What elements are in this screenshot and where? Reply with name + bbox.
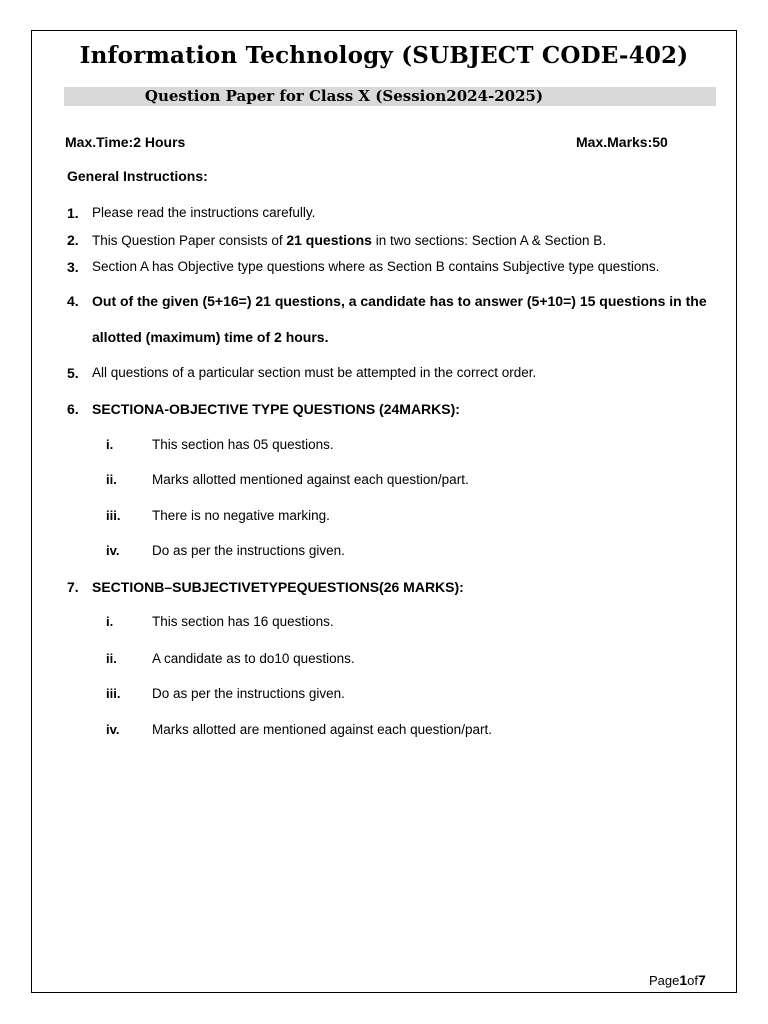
instruction-number: 2. — [67, 232, 79, 248]
of-label: of — [687, 973, 699, 988]
page-current: 1 — [679, 972, 688, 988]
point-numeral: iv. — [106, 722, 120, 737]
instruction-text-bold: 21 questions — [286, 232, 372, 248]
instruction-text: Out of the given (5+16=) 21 questions, a candidate has to answer (5+10=) 15 questions in the — [92, 293, 707, 309]
general-instructions-heading: General Instructions: — [67, 168, 208, 184]
point-text: This section has 16 questions. — [152, 614, 334, 629]
instruction-number: 1. — [67, 205, 79, 221]
point-text: Do as per the instructions given. — [152, 543, 345, 558]
point-numeral: i. — [106, 614, 114, 629]
point-text: A candidate as to do10 questions. — [152, 651, 355, 666]
instruction-text: SECTIONB–SUBJECTIVETYPEQUESTIONS(26 MARKS): — [92, 579, 464, 595]
instruction-text: All questions of a particular section must be attempted in the correct order. — [92, 365, 537, 380]
max-time: Max.Time:2 Hours — [65, 134, 186, 150]
point-text: Marks allotted are mentioned against each question/part. — [152, 722, 492, 737]
point-text: Do as per the instructions given. — [152, 686, 345, 701]
instruction-number: 5. — [67, 365, 79, 381]
instruction-text — [92, 231, 606, 250]
page-subtitle: Question Paper for Class X (Session2024-2025) — [144, 87, 544, 105]
point-numeral: i. — [106, 437, 114, 452]
point-text: Marks allotted mentioned against each question/part. — [152, 472, 469, 487]
instruction-number: 7. — [67, 579, 79, 595]
point-numeral: iv. — [106, 543, 120, 558]
point-text: This section has 05 questions. — [152, 437, 334, 452]
instruction-text-pre: This Question Paper consists of — [92, 233, 287, 248]
instruction-text: Please read the instructions carefully. — [92, 205, 316, 220]
page-label: Page — [649, 973, 680, 988]
page-total: 7 — [698, 972, 706, 988]
page-title: Information Technology (SUBJECT CODE-402) — [79, 42, 689, 69]
page-number — [649, 972, 706, 988]
instruction-text: SECTIONA-OBJECTIVE TYPE QUESTIONS (24MARKS): — [92, 401, 460, 417]
instruction-number: 3. — [67, 259, 79, 275]
point-numeral: iii. — [106, 508, 121, 523]
point-text: There is no negative marking. — [152, 508, 330, 523]
instruction-number: 4. — [67, 293, 79, 309]
max-marks: Max.Marks:50 — [576, 134, 668, 150]
point-numeral: ii. — [106, 472, 117, 487]
instruction-text-post: in two sections: Section A & Section B. — [371, 233, 607, 248]
point-numeral: ii. — [106, 651, 117, 666]
instruction-text: allotted (maximum) time of 2 hours. — [92, 329, 329, 345]
point-numeral: iii. — [106, 686, 121, 701]
instruction-text: Section A has Objective type questions where as Section B contains Subjective type questions. — [92, 259, 660, 274]
instruction-number: 6. — [67, 401, 79, 417]
